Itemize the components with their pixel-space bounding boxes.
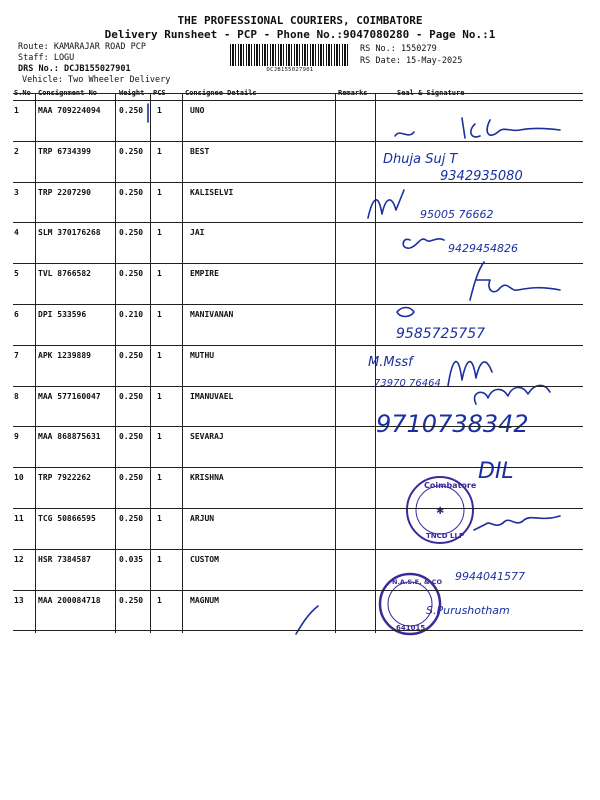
cell-consignment-no: TVL 8766582 [38, 269, 91, 279]
cell-consignment-no: MAA 577160047 [38, 391, 101, 401]
cell-consignee: KRISHNA [190, 473, 224, 483]
cell-consignment-no: SLM 370176268 [38, 228, 101, 238]
handwritten-phone-row-7: 73970 76464 [374, 378, 441, 389]
column-header-consignment: Consignment No [38, 89, 98, 97]
cell-consignment-no: MAA 709224094 [38, 106, 101, 115]
handwritten-name-row-7: M.Mssf [368, 355, 413, 370]
cell-consignment-no: MAA 868875631 [38, 432, 101, 442]
cell-consignment-no: TRP 7922262 [38, 473, 91, 483]
table-column-divider [375, 93, 376, 633]
signature-row-8 [475, 385, 550, 404]
cell-consignee: CUSTOM [190, 554, 219, 564]
cell-weight: 0.250 [119, 514, 144, 523]
signature-row-5 [470, 262, 560, 300]
cell-consignee: KALISELVI [190, 187, 234, 197]
handwritten-phone-row-8: 9710738342 [376, 410, 529, 438]
table-rule [13, 263, 583, 264]
cell-sno: 4 [14, 228, 19, 238]
cell-pcs: 1 [157, 269, 162, 279]
cell-pcs: 1 [157, 228, 162, 238]
handwritten-phone-row-12: 9944041577 [455, 570, 525, 583]
cell-pcs: 1 [157, 595, 162, 605]
cell-sno: 13 [14, 595, 24, 605]
column-header-sno: S.No [14, 89, 31, 97]
cell-consignee: UNO [190, 106, 205, 115]
cell-pcs: 1 [157, 514, 162, 523]
handwritten-phone-row-3: 95005 76662 [420, 208, 494, 221]
svg-text:✱: ✱ [436, 506, 445, 517]
handwritten-phone-row-6: 9585725757 [396, 326, 486, 342]
table-rule [13, 630, 583, 631]
stamp-city-text: Coimbatore [424, 481, 477, 490]
column-header-remarks: Remarks [338, 89, 368, 97]
cell-sno: 9 [14, 432, 19, 442]
cell-pcs: 1 [157, 350, 162, 360]
table-rule [13, 386, 583, 387]
cell-consignment-no: APK 1239889 [38, 350, 91, 360]
table-rule [13, 304, 583, 305]
cell-sno: 12 [14, 554, 24, 564]
table-rule [13, 141, 583, 142]
cell-consignment-no: TCG 50866595 [38, 514, 96, 523]
cell-sno: 8 [14, 391, 19, 401]
vehicle-label: Vehicle: Two Wheeler Delivery [22, 75, 171, 85]
signature-row-3 [368, 190, 404, 218]
handwritten-initials-row-9: DIL [478, 459, 514, 484]
route-label: Route: KAMARAJAR ROAD PCP [18, 42, 146, 52]
cell-weight: 0.210 [119, 310, 144, 319]
table-column-divider [35, 93, 36, 633]
cell-weight: 0.250 [119, 473, 144, 483]
signature-row-1 [462, 118, 560, 138]
cell-weight: 0.250 [119, 595, 144, 605]
table-rule [13, 182, 583, 183]
handwritten-name-row-2: Dhuja Suj T [383, 152, 458, 167]
drs-number: DRS No.: DCJB155027901 [18, 64, 131, 74]
cell-consignee: MAGNUM [190, 595, 219, 605]
stamp2-pin-text: 641015 [396, 624, 426, 632]
cell-sno: 6 [14, 310, 19, 319]
table-rule [13, 100, 583, 101]
cell-sno: 2 [14, 146, 19, 156]
cell-consignee: IMANUVAEL [190, 391, 234, 401]
company-title: THE PROFESSIONAL COURIERS, COIMBATORE [177, 14, 423, 27]
cell-consignee: ARJUN [190, 514, 215, 523]
cell-weight: 0.250 [119, 269, 144, 279]
table-rule [13, 345, 583, 346]
staff-label: Staff: LOGU [18, 53, 75, 63]
cell-weight: 0.250 [119, 391, 144, 401]
table-column-divider [150, 93, 151, 633]
cell-consignment-no: DPI 533596 [38, 310, 87, 319]
cell-weight: 0.250 [119, 106, 144, 115]
cell-consignment-no: MAA 200084718 [38, 595, 101, 605]
cell-sno: 7 [14, 350, 19, 360]
cell-pcs: 1 [157, 554, 162, 564]
cell-consignment-no: TRP 2207290 [38, 187, 91, 197]
cell-weight: 0.250 [119, 432, 144, 442]
handwritten-name-row-13: S.Purushotham [426, 604, 510, 617]
cell-consignment-no: TRP 6734399 [38, 146, 91, 156]
table-rule [13, 467, 583, 468]
cell-sno: 10 [14, 473, 24, 483]
cell-pcs: 1 [157, 432, 162, 442]
cell-weight: 0.250 [119, 187, 144, 197]
signature-row-6 [397, 308, 414, 317]
handwritten-phone-row-2: 9342935080 [440, 169, 523, 184]
cell-pcs: 1 [157, 146, 162, 156]
stamp2-name-text: N.A.S.E. & CO [392, 578, 443, 586]
table-rule [13, 590, 583, 591]
cell-consignee: MANIVANAN [190, 310, 234, 319]
column-header-consignee: Consignee Details [185, 89, 257, 97]
table-rule [13, 549, 583, 550]
cell-consignee: MUTHU [190, 350, 215, 360]
cell-pcs: 1 [157, 310, 162, 319]
cell-consignee: SEVARAJ [190, 432, 224, 442]
table-column-divider [115, 93, 116, 633]
rs-number: RS No.: 1550279 [360, 44, 437, 54]
company-seal-stamp [407, 477, 477, 543]
table-rule [13, 426, 583, 427]
stamp-company-text: TNCD LLP [426, 532, 465, 540]
cell-weight: 0.250 [119, 228, 144, 238]
column-header-weight: Weight [119, 89, 145, 97]
rs-date: RS Date: 15-May-2025 [360, 56, 463, 66]
cell-sno: 3 [14, 187, 19, 197]
cell-consignee: EMPIRE [190, 269, 219, 279]
runsheet-subtitle: Delivery Runsheet - PCP - Phone No.:9047080280 - Page No.:1 [104, 28, 496, 41]
column-header-pcs: PCS [153, 89, 166, 97]
table-rule [13, 508, 583, 509]
table-column-divider [182, 93, 183, 633]
signature-row-11 [474, 516, 560, 530]
cell-consignment-no: HSR 7384587 [38, 554, 91, 564]
cell-weight: 0.250 [119, 350, 144, 360]
column-header-signature: Seal & Signature [397, 89, 465, 97]
signature-row-7 [448, 362, 492, 386]
cell-weight: 0.250 [119, 146, 144, 156]
cell-consignee: JAI [190, 228, 205, 238]
cell-sno: 11 [14, 514, 24, 523]
cell-pcs: 1 [157, 391, 162, 401]
cell-sno: 5 [14, 269, 19, 279]
handwritten-phone-row-4: 9429454826 [448, 242, 518, 255]
cell-sno: 1 [14, 106, 19, 115]
table-rule [13, 222, 583, 223]
cell-pcs: 1 [157, 187, 162, 197]
cell-pcs: 1 [157, 473, 162, 483]
table-column-divider [335, 93, 336, 633]
cell-weight: 0.035 [119, 554, 144, 564]
cell-pcs: 1 [157, 106, 162, 115]
signature-row-4 [403, 239, 444, 248]
cell-consignee: BEST [190, 146, 210, 156]
table-rule [13, 93, 583, 94]
barcode-caption: DCJB155027901 [266, 67, 314, 73]
